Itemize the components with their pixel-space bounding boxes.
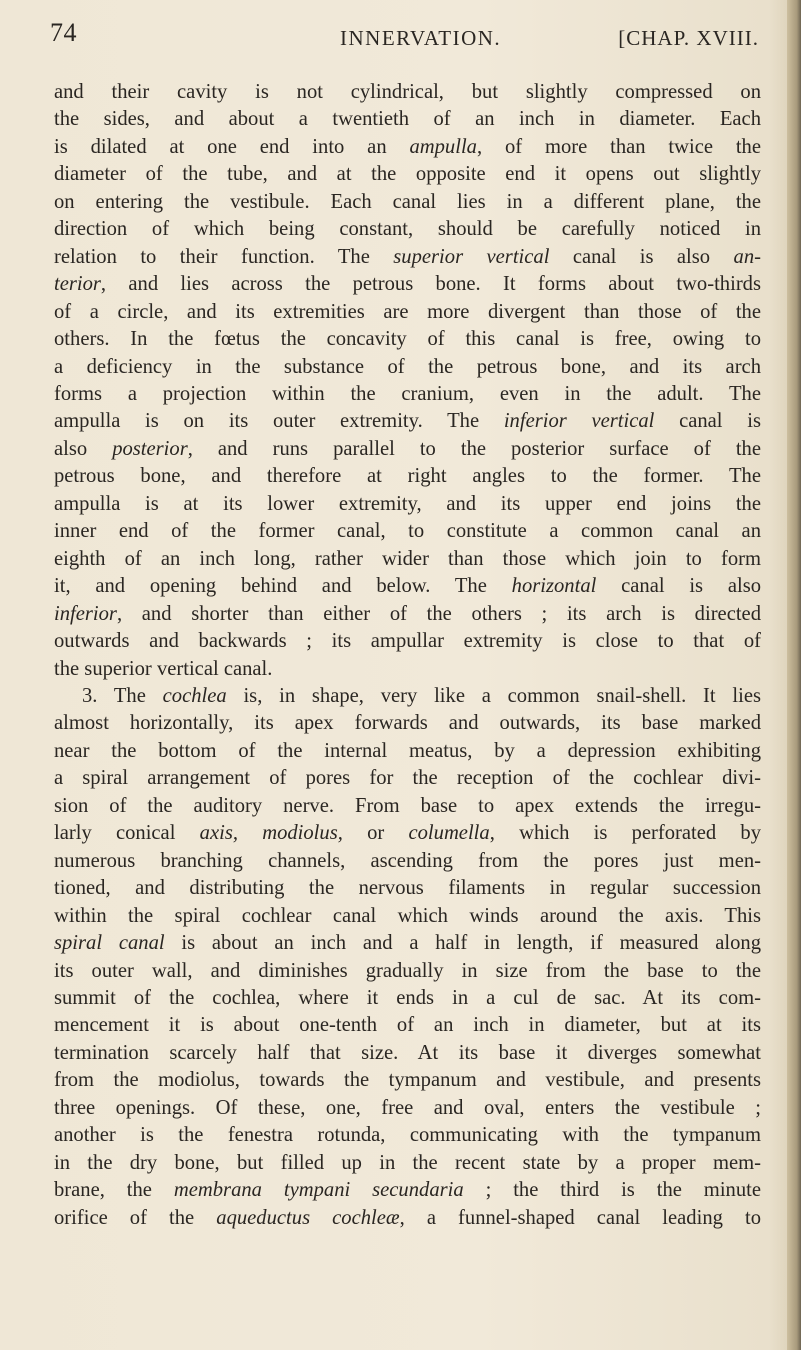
text-line	[54, 1177, 761, 1204]
text-run: larly conical	[54, 822, 200, 845]
italic-term: ampulla	[409, 135, 477, 158]
italic-term: posterior	[112, 437, 188, 460]
text-line	[54, 1122, 761, 1149]
text-line	[54, 134, 761, 161]
text-run: its outer wall, and diminishes gradually in size from the base to the	[54, 959, 761, 982]
text-run: outwards and backwards ; its ampullar extremity is close to that of	[54, 630, 761, 653]
text-line	[54, 875, 761, 902]
text-line	[54, 1205, 761, 1232]
italic-term: inferior vertical	[503, 410, 655, 433]
text-line	[54, 463, 761, 490]
italic-term: axis, modiolus,	[199, 822, 343, 845]
text-run: direction of which being constant, should be carefully noticed in	[54, 218, 761, 241]
running-head: INNERVATION.	[340, 26, 502, 50]
italic-term: cochlea	[162, 684, 227, 707]
text-line	[54, 326, 761, 353]
italic-term: an-	[733, 245, 761, 268]
text-run: within the spiral cochlear canal which winds around the axis. This	[54, 904, 761, 927]
text-run: ampulla is on its outer extremity. The	[54, 410, 504, 433]
text-line	[54, 1067, 761, 1094]
page-number: 74	[50, 18, 77, 47]
text-run: three openings. Of these, one, free and oval, enters the vestibule ;	[54, 1096, 761, 1119]
text-line	[54, 299, 761, 326]
text-line	[54, 710, 761, 737]
text-run: forms a projection within the cranium, even in the adult. The	[54, 382, 761, 405]
text-run: orifice of the	[54, 1206, 217, 1229]
text-run: in the dry bone, but filled up in the recent state by a proper mem-	[54, 1151, 761, 1174]
text-line	[54, 848, 761, 875]
text-line	[54, 601, 761, 628]
text-run: , and runs parallel to the posterior surface of the	[187, 437, 761, 460]
italic-term: horizontal	[511, 575, 597, 598]
text-line	[54, 271, 761, 298]
text-run: near the bottom of the internal meatus, by a depression exhibiting	[54, 739, 761, 762]
text-line	[54, 491, 761, 518]
text-line	[54, 1150, 761, 1177]
text-run: , of more than twice the	[476, 135, 761, 158]
text-run: mencement it is about one-tenth of an inch in diameter, but at its	[54, 1014, 761, 1037]
text-line	[54, 985, 761, 1012]
text-run: summit of the cochlea, where it ends in a cul de sac. At its com-	[54, 986, 761, 1009]
text-run: petrous bone, and therefore at right angles to the former. The	[54, 465, 761, 488]
text-line	[54, 820, 761, 847]
text-line	[54, 354, 761, 381]
text-run: is, in shape, very like a common snail-shell. It lies	[226, 684, 761, 707]
italic-term: membrana tympani secundaria	[173, 1179, 464, 1202]
text-line	[54, 930, 761, 957]
text-line	[54, 79, 761, 106]
text-line	[54, 216, 761, 243]
text-line	[54, 518, 761, 545]
text-line	[54, 1040, 761, 1067]
text-run: diameter of the tube, and at the opposite end it opens out slightly	[54, 163, 761, 186]
text-run: another is the fenestra rotunda, communicating with the tympanum	[54, 1124, 761, 1147]
text-run: canal is	[654, 410, 761, 433]
text-line	[54, 381, 761, 408]
text-run: almost horizontally, its apex forwards and outwards, its base marked	[54, 712, 761, 735]
text-line	[54, 1012, 761, 1039]
text-line	[54, 903, 761, 930]
text-run: of a circle, and its extremities are more divergent than those of the	[54, 300, 761, 323]
text-run: also	[54, 437, 113, 460]
text-run: the sides, and about a twentieth of an inch in diameter. Each	[54, 108, 761, 131]
text-line	[54, 683, 761, 710]
text-run: ampulla is at its lower extremity, and its upper end joins the	[54, 492, 761, 515]
text-run: , and shorter than either of the others ; its arch is directed	[116, 602, 761, 625]
page-header	[50, 14, 765, 54]
text-run: numerous branching channels, ascending from the pores just men-	[54, 849, 761, 872]
text-line	[54, 244, 761, 271]
text-run: others. In the fœtus the concavity of this canal is free, owing to	[54, 328, 761, 351]
text-run: and their cavity is not cylindrical, but slightly compressed on	[54, 81, 761, 103]
text-run: canal is also	[596, 575, 762, 598]
text-run: , and lies across the petrous bone. It forms about two-thirds	[100, 273, 761, 296]
text-line	[54, 738, 761, 765]
text-line	[54, 958, 761, 985]
text-line	[54, 546, 761, 573]
text-line	[54, 161, 761, 188]
text-run: a spiral arrangement of pores for the reception of the cochlear divi-	[54, 767, 761, 790]
text-run: a deficiency in the substance of the petrous bone, and its arch	[54, 355, 761, 378]
text-run: tioned, and distributing the nervous filaments in regular succession	[54, 877, 761, 900]
text-line	[54, 106, 761, 133]
text-run: relation to their function. The	[54, 245, 394, 268]
text-run: sion of the auditory nerve. From base to apex extends the irregu-	[54, 794, 761, 817]
chapter-mark: [CHAP. XVIII.	[618, 26, 759, 50]
text-run: eighth of an inch long, rather wider than those which join to form	[54, 547, 761, 570]
page-edge	[787, 0, 801, 1350]
text-run: the superior vertical canal.	[54, 657, 273, 680]
italic-term: aqueductus cochleæ	[216, 1206, 400, 1229]
text-run: or	[342, 822, 409, 845]
text-line	[54, 628, 761, 655]
italic-term: columella	[408, 822, 490, 845]
text-line	[54, 436, 761, 463]
text-run: inner end of the former canal, to constitute a common canal an	[54, 520, 761, 543]
text-run: , which is perforated by	[489, 822, 762, 845]
text-line	[54, 408, 761, 435]
text-run: ; the third is the minute	[463, 1179, 761, 1202]
text-run: is about an inch and a half in length, if measured along	[164, 932, 761, 955]
text-run: on entering the vestibule. Each canal lies in a different plane, the	[54, 190, 761, 213]
text-line	[54, 189, 761, 216]
text-run: canal is also	[549, 245, 734, 268]
italic-term: inferior	[54, 602, 117, 625]
text-line	[54, 656, 761, 683]
italic-term: superior vertical	[393, 245, 550, 268]
text-run: 3. The	[82, 684, 163, 707]
text-line	[54, 573, 761, 600]
text-run: is dilated at one end into an	[54, 135, 410, 158]
italic-term: spiral canal	[54, 932, 165, 955]
text-line	[54, 793, 761, 820]
text-run: brane, the	[54, 1179, 174, 1202]
text-line	[54, 765, 761, 792]
text-run: , a funnel-shaped canal leading to	[399, 1206, 762, 1229]
text-line	[54, 1095, 761, 1122]
body-text	[54, 79, 761, 1232]
text-run: it, and opening behind and below. The	[54, 575, 512, 598]
text-run: termination scarcely half that size. At its base it diverges somewhat	[54, 1041, 761, 1064]
italic-term: terior	[54, 273, 101, 296]
text-run: from the modiolus, towards the tympanum and vestibule, and presents	[54, 1069, 761, 1092]
